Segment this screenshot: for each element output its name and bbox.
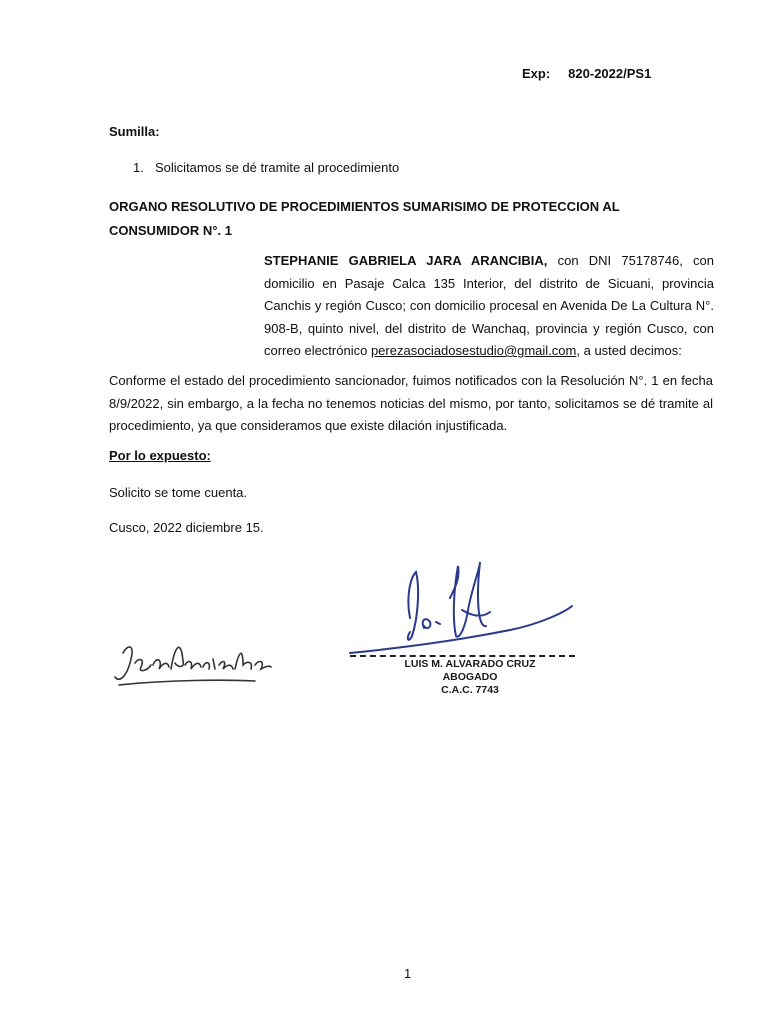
- list-item-number: 1.: [133, 160, 144, 175]
- lawyer-signature: [340, 558, 580, 668]
- place-date: Cusco, 2022 diciembre 15.: [109, 520, 264, 535]
- addressee-heading: ORGANO RESOLUTIVO DE PROCEDIMIENTOS SUMARISIMO DE PROTECCION AL CONSUMIDOR N°. 1: [109, 199, 620, 238]
- page-number: 1: [404, 966, 412, 981]
- exp-label: Exp:: [522, 66, 551, 81]
- party-identification: [264, 250, 714, 363]
- por-lo-expuesto-heading: Por lo expuesto:: [109, 448, 211, 463]
- body-paragraph: Conforme el estado del procedimiento sancionador, fuimos notificados con la Resolución N°. 1 en fecha 8/9/2022, sin embargo, a la fecha no tenemos noticias del mismo, por tanto, solicitamos se dé tramite al procedimiento, ya que consideramos que existe dilación injustificada.: [109, 373, 713, 433]
- party-details: con DNI 75178746, con domicilio en Pasaje Calca 135 Interior, del distrito de Sicuani, provincia Canchis y región Cusco; con domicilio procesal en Avenida De La Cultura N°. 908-B, quinto nivel, del distrito de Wanchaq, provincia y región Cusco, con correo electrónico: [264, 253, 714, 358]
- exp-value: 820-2022/PS1: [568, 66, 652, 81]
- stamp-name: LUIS M. ALVARADO CRUZ: [404, 658, 536, 670]
- sumilla-label: Sumilla:: [109, 124, 160, 139]
- stamp-divider: [350, 655, 575, 657]
- email-link[interactable]: perezasociadosestudio@gmail.com: [370, 343, 577, 358]
- stamp-title: ABOGADO: [442, 671, 498, 683]
- party-name: STEPHANIE GABRIELA JARA ARANCIBIA,: [264, 253, 548, 268]
- lawyer-stamp: [380, 658, 560, 697]
- stamp-registration: C.A.C. 7743: [441, 684, 499, 696]
- list-item-text: Solicitamos se dé tramite al procedimiento: [155, 160, 400, 175]
- request-line: Solicito se tome cuenta.: [109, 485, 248, 500]
- expediente-header: [522, 66, 651, 81]
- sumilla-list-item: [133, 160, 399, 175]
- party-closing: , a usted decimos:: [576, 343, 682, 358]
- client-signature: [105, 625, 275, 705]
